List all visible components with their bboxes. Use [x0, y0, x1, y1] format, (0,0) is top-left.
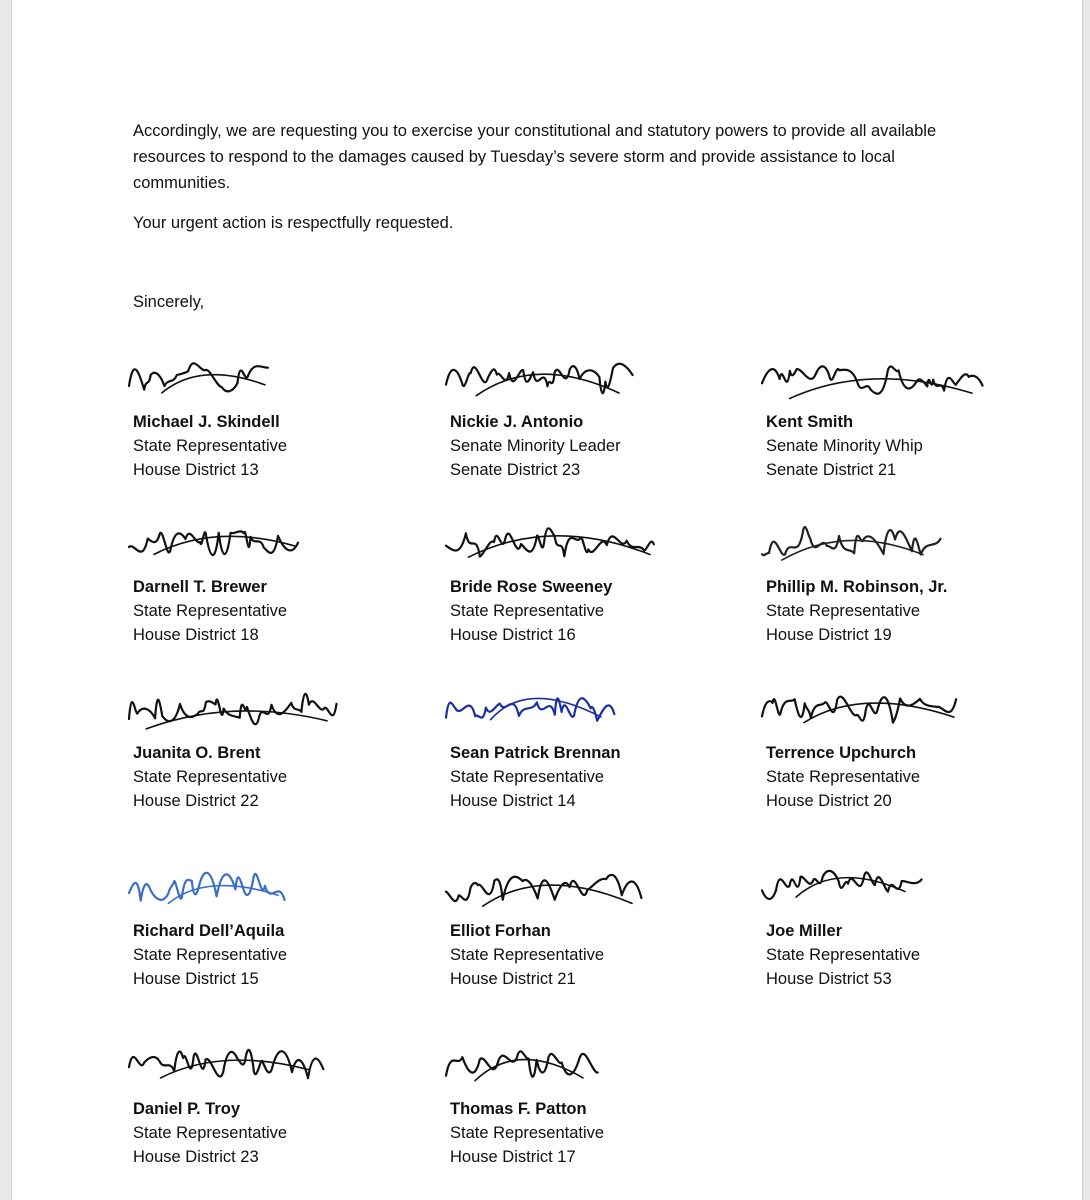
handwritten-signature	[758, 507, 1008, 577]
signatory-name: Juanita O. Brent	[133, 744, 261, 762]
handwritten-signature	[442, 673, 692, 743]
signatory-name: Joe Miller	[766, 922, 843, 940]
signatory-name: Bride Rose Sweeney	[450, 578, 613, 596]
signatory-district: House District 22	[133, 792, 259, 810]
signatory-title: State Representative	[133, 602, 288, 620]
signatory-title: State Representative	[766, 768, 921, 786]
signatory-details	[450, 919, 604, 991]
signatory-title: State Representative	[450, 1124, 605, 1142]
signatory-district: House District 17	[450, 1148, 576, 1166]
signatory-district: House District 19	[766, 626, 892, 644]
handwritten-signature	[125, 507, 375, 577]
signatory-details	[766, 919, 920, 991]
signatory-district: House District 13	[133, 461, 259, 479]
signatory-name: Daniel P. Troy	[133, 1100, 240, 1118]
signatory-name: Michael J. Skindell	[133, 413, 280, 431]
signatory-name: Darnell T. Brewer	[133, 578, 267, 596]
signatory-details	[450, 575, 612, 647]
handwritten-signature	[442, 342, 692, 412]
handwritten-signature	[758, 342, 1008, 412]
signatory-title: State Representative	[133, 1124, 288, 1142]
signatory-district: House District 20	[766, 792, 892, 810]
signatory-details	[133, 575, 287, 647]
signatory-title: State Representative	[450, 602, 605, 620]
signatory-name: Richard Dell’Aquila	[133, 922, 285, 940]
signatory-name: Terrence Upchurch	[766, 744, 917, 762]
signatory-details	[766, 575, 948, 647]
signatory-name: Kent Smith	[766, 413, 854, 431]
signatory-district: Senate District 23	[450, 461, 581, 479]
signatory-district: House District 16	[450, 626, 576, 644]
handwritten-signature	[758, 851, 1008, 921]
signatory-details	[133, 1097, 287, 1169]
signatory-details	[133, 919, 287, 991]
signatory-title: State Representative	[450, 768, 605, 786]
body-paragraph-request: Accordingly, we are requesting you to exercise your constitutional and statutory powers to provide all available resources to respond to the damages caused by Tuesday’s severe storm and provide assistance to local communities.	[133, 122, 937, 192]
handwritten-signature	[125, 673, 375, 743]
signatory-district: Senate District 21	[766, 461, 897, 479]
signatory-title: State Representative	[766, 602, 921, 620]
handwritten-signature	[125, 851, 375, 921]
signatory-name: Thomas F. Patton	[450, 1100, 587, 1118]
handwritten-signature	[442, 507, 692, 577]
signatory-details	[766, 741, 920, 813]
signatory-name: Sean Patrick Brennan	[450, 744, 621, 762]
signatory-name: Nickie J. Antonio	[450, 413, 584, 431]
signatory-details	[766, 410, 923, 482]
signatory-district: House District 15	[133, 970, 259, 988]
signatory-title: State Representative	[450, 946, 605, 964]
signatory-title: Senate Minority Leader	[450, 437, 621, 455]
handwritten-signature	[125, 1029, 375, 1099]
signatory-details	[450, 1097, 604, 1169]
signatory-title: State Representative	[133, 946, 288, 964]
signatory-details	[450, 741, 621, 813]
handwritten-signature	[125, 342, 375, 412]
body-paragraph-urgent: Your urgent action is respectfully requested.	[133, 214, 454, 232]
signatory-district: House District 53	[766, 970, 892, 988]
signatory-title: Senate Minority Whip	[766, 437, 923, 455]
letter-page	[12, 0, 1082, 1200]
signatory-district: House District 14	[450, 792, 576, 810]
handwritten-signature	[442, 851, 692, 921]
signatory-details	[450, 410, 621, 482]
handwritten-signature	[442, 1029, 692, 1099]
signatory-district: House District 23	[133, 1148, 259, 1166]
signatory-district: House District 18	[133, 626, 259, 644]
signatory-name: Phillip M. Robinson, Jr.	[766, 578, 948, 596]
signatory-details	[133, 741, 287, 813]
closing-salutation: Sincerely,	[133, 293, 205, 311]
signatory-details	[133, 410, 287, 482]
signatory-title: State Representative	[133, 768, 288, 786]
signatory-name: Elliot Forhan	[450, 922, 551, 940]
signatory-title: State Representative	[133, 437, 288, 455]
handwritten-signature	[758, 673, 1008, 743]
signatory-district: House District 21	[450, 970, 576, 988]
signatory-title: State Representative	[766, 946, 921, 964]
